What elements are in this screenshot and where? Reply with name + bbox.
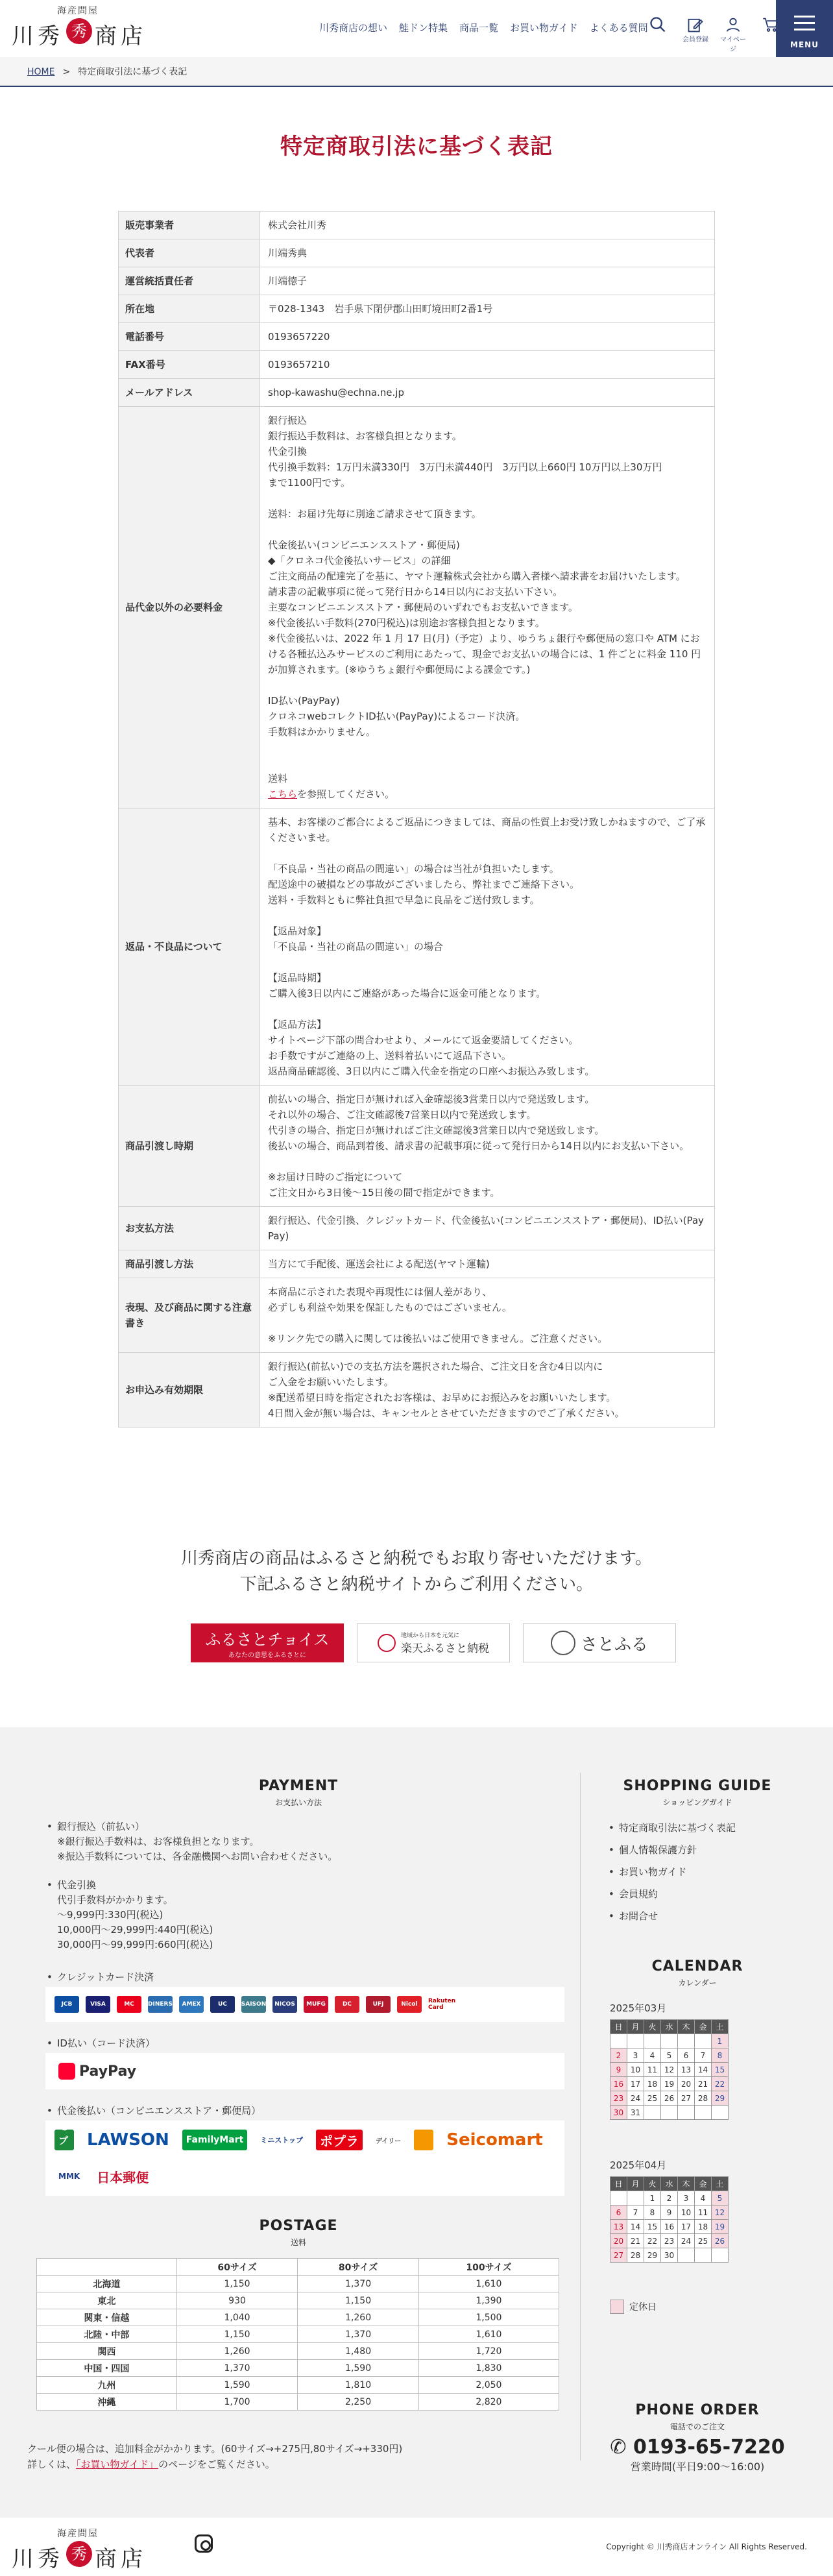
pencil-icon bbox=[686, 16, 705, 34]
payment-bank: • 銀行振込（前払い） ※銀行振込手数料は、お客様負担となります。 ※振込手数料については、各金融機関へお問い合わせください。 bbox=[47, 1821, 338, 1862]
calendar-day bbox=[695, 2034, 712, 2048]
table-row: 東北 930 1,150 1,390 bbox=[37, 2292, 559, 2309]
calendar-day: 3 bbox=[678, 2191, 695, 2205]
calendar-day: 16 bbox=[610, 2077, 627, 2091]
calendar-day: 23 bbox=[610, 2091, 627, 2106]
card-brand-list bbox=[45, 1987, 564, 2022]
calendar-day: 1 bbox=[644, 2191, 661, 2205]
payment-cod: • 代金引換 代引手数料がかかります。 〜9,999円:330円(税込) 10,000円〜29,999円:440円(税込) 30,000円〜99,999円:660円(税込) bbox=[47, 1879, 213, 1950]
saison-icon: SAISON bbox=[241, 1996, 266, 2013]
calendar-day: 17 bbox=[678, 2220, 695, 2234]
dc-icon: DC bbox=[335, 1996, 359, 2013]
calendar-day: 18 bbox=[644, 2077, 661, 2091]
payment-card: • クレジットカード決済 bbox=[47, 1971, 154, 1983]
table-row: メールアドレス shop-kawashu@echna.ne.jp bbox=[119, 379, 715, 407]
calendar-day: 13 bbox=[610, 2220, 627, 2234]
familymart-icon: FamilyMart bbox=[182, 2130, 247, 2150]
calendar-day: 22 bbox=[644, 2234, 661, 2248]
calendar-day: 12 bbox=[661, 2063, 678, 2077]
calendar-day bbox=[678, 2106, 695, 2120]
global-nav bbox=[319, 21, 648, 34]
calendar-march: 日 月 火 水 木 金 土 1 2 3 4 5 6 7 8 9 10 11 12 13 14 15 16 17 18 19 20 21 22 23 24 25 26 27 28 29 30 31 bbox=[610, 2019, 729, 2120]
calendar-day: 19 bbox=[712, 2220, 729, 2234]
table-row: 商品引渡し方法 当方にて手配後、運送会社による配送(ヤマト運輸) bbox=[119, 1250, 715, 1278]
nav-item-guide[interactable]: お買い物ガイド bbox=[510, 22, 578, 34]
nav-item-faq[interactable]: よくある質問 bbox=[589, 22, 648, 34]
site-footer bbox=[0, 2518, 833, 2575]
calendar-day: 4 bbox=[644, 2048, 661, 2063]
nav-item-products[interactable]: 商品一覧 bbox=[459, 22, 499, 34]
calendar-day: 7 bbox=[627, 2205, 644, 2220]
table-row: 所在地 〒028-1343 岩手県下閉伊郡山田町境田町2番1号 bbox=[119, 295, 715, 323]
breadcrumb-current: 特定商取引法に基づく表記 bbox=[78, 67, 187, 77]
shopping-guide-list bbox=[609, 1817, 736, 1927]
calendar-day: 2 bbox=[661, 2191, 678, 2205]
nicol-icon: Nicol bbox=[397, 1996, 422, 2013]
search-button[interactable] bbox=[645, 16, 671, 45]
copyright: Copyright © 川秀商店オンライン All Rights Reserved. bbox=[606, 2542, 807, 2551]
calendar-day bbox=[695, 2106, 712, 2120]
nicos-icon: NICOS bbox=[272, 1996, 297, 2013]
business-hours: 営業時間(平日9:00〜16:00) bbox=[630, 2461, 765, 2473]
visa-icon: VISA bbox=[86, 1996, 110, 2013]
hamburger-icon bbox=[794, 16, 815, 35]
legal-info-table bbox=[118, 211, 715, 1428]
table-row: 品代金以外の必要料金 銀行振込 銀行振込手数料は、お客様負担となります。 代金引換 代引換手数料：1万円未満330円 3万円未満440円 3万円以上660円 10万円以上30万円 まで1100円です。 送料：お届け先毎に別途ご請求させて頂きます。 代金後払い(コンビニエンスストア・郵便局) ◆「クロネコ代金後払いサービス」の詳細 ご注文商品の配達完了を基に、ヤマト運輸株式会社から購入者様へ請求書をお届けいたします。 請求書の記載事項に従って発行日から14日以内にお支払い下さい。 主要なコンビニエンスストア・郵便局のいずれでもお支払いできます。 ※代金後払い手数料(270円税込)は別途お客様負担となります。 ※代金後払いは、2022 年 1 月 17 日(月)（予定）より、ゆうちょ銀行や郵便局の窓口や ATM における各種払込みサービスのご利用にあたって、現金でお支払いの場合には、1 件ごとに料金 110 円が加算されます。(※ゆうちょ銀行や郵便局による課金です。) ID払い(PayPay) クロネコwebコレクトID払い(PayPay)によるコード決済。 手数料はかかりません。 送料 こちらを参照してください。 bbox=[119, 407, 715, 808]
calendar-day: 31 bbox=[627, 2106, 644, 2120]
calendar-day bbox=[712, 2248, 729, 2263]
calendar-day: 15 bbox=[644, 2220, 661, 2234]
paypay-icon: PayPay bbox=[54, 2061, 140, 2082]
search-icon bbox=[649, 16, 667, 34]
shopping-guide-link[interactable]: 「お買い物ガイド」 bbox=[76, 2459, 159, 2470]
page-title: 特定商取引法に基づく表記 bbox=[280, 134, 553, 160]
calendar-legend: 定休日 bbox=[610, 2300, 657, 2314]
table-row: 返品・不良品について 基本、お客様のご都合によるご返品につきましては、商品の性質上お受け致しかねますので、ご了承くださいませ。 「不良品・当社の商品の間違い」の場合は当社が負担いたします。 配送途中の破損などの事故がございましたら、弊社までご連絡下さい。 送料・手数料ともに弊社負担で早急に良品をご送付致します。 【返品対象】 「不良品・当社の商品の間違い」の場合 【返品時期】 ご購入後3日以内にご連絡があった場合に返金可能となります。 【返品方法】 サイトページ下部の問合わせより、メールにて返金要請してください。 お手数ですがご連絡の上、送料着払いにて返品下さい。 返品商品確認後、3日以内にご購入代金を指定の口座へお振込み致します。 bbox=[119, 808, 715, 1086]
header-icons bbox=[645, 16, 784, 53]
calendar-day: 27 bbox=[678, 2091, 695, 2106]
calendar-day: 14 bbox=[695, 2063, 712, 2077]
mufg-icon: MUFG bbox=[304, 1996, 328, 2013]
table-row: 関西 1,260 1,480 1,720 bbox=[37, 2343, 559, 2360]
lawson-icon: LAWSON bbox=[87, 2130, 169, 2150]
calendar-day: 30 bbox=[661, 2248, 678, 2263]
paypay-box bbox=[45, 2053, 564, 2089]
calendar-day: 17 bbox=[627, 2077, 644, 2091]
poplar-icon: ポプラ bbox=[316, 2130, 363, 2150]
phone-number[interactable]: ✆ 0193-65-7220 bbox=[610, 2436, 785, 2459]
table-row: 北海道 1,150 1,370 1,610 bbox=[37, 2276, 559, 2292]
calendar-day: 24 bbox=[627, 2091, 644, 2106]
table-row: 中国・四国 1,370 1,590 1,830 bbox=[37, 2360, 559, 2377]
furusato-banners bbox=[191, 1623, 676, 1662]
satofull-banner[interactable]: さとふる bbox=[523, 1623, 676, 1662]
calendar-day: 6 bbox=[610, 2205, 627, 2220]
logo-tagline: 海産問屋 bbox=[57, 6, 99, 16]
payment-convenience: • 代金後払い（コンビニエンスストア・郵便局） bbox=[47, 2105, 261, 2117]
calendar-day bbox=[661, 2106, 678, 2120]
site-header bbox=[0, 0, 833, 57]
instagram-icon[interactable] bbox=[195, 2534, 213, 2553]
seicomart-icon: Seicomart bbox=[446, 2130, 543, 2150]
calendar-heading: CALENDAR カレンダー bbox=[651, 1958, 743, 1987]
calendar-day: 20 bbox=[610, 2234, 627, 2248]
seven-eleven-icon: セブン bbox=[54, 2130, 74, 2150]
calendar-day bbox=[610, 2034, 627, 2048]
ufj-icon: UFJ bbox=[366, 1996, 391, 2013]
postage-note: クール便の場合は、追加料金がかかります。(60サイズ→+275円,80サイズ→+330円) 詳しくは、「お買い物ガイド」のページをご覧ください。 bbox=[27, 2443, 403, 2470]
calendar-day: 12 bbox=[712, 2205, 729, 2220]
calendar-day: 1 bbox=[712, 2034, 729, 2048]
postage-table: 60サイズ 80サイズ 100サイズ 北海道 1,150 1,370 1,610 東北 930 1,150 1,390 関東・信越 1,040 1,260 1,500 北陸・中部 1,150 1,370 1,610 関西 1,260 1,480 1,720 中国・四国 1,370 1,590 1,830 九州 1,590 1,810 2,050 沖縄 1,700 2,250 2,820 bbox=[36, 2258, 559, 2411]
breadcrumb: HOME > 特定商取引法に基づく表記 bbox=[0, 57, 833, 87]
table-row: 関東・信越 1,040 1,260 1,500 bbox=[37, 2309, 559, 2326]
calendar-day: 24 bbox=[678, 2234, 695, 2248]
calendar-day: 25 bbox=[644, 2091, 661, 2106]
calendar-day: 21 bbox=[627, 2234, 644, 2248]
calendar-day: 7 bbox=[695, 2048, 712, 2063]
calendar-day: 26 bbox=[712, 2234, 729, 2248]
logo-wordmark: 川秀 秀 商店 bbox=[12, 18, 147, 50]
calendar-day: 20 bbox=[678, 2077, 695, 2091]
logo-seal: 秀 bbox=[66, 18, 92, 44]
daily-icon: デイリー bbox=[375, 2137, 402, 2145]
calendar-day: 5 bbox=[712, 2191, 729, 2205]
shopping-guide-heading: SHOPPING GUIDE ショッピングガイド bbox=[623, 1778, 772, 1807]
calendar-day: 21 bbox=[695, 2077, 712, 2091]
calendar-day: 10 bbox=[627, 2063, 644, 2077]
calendar-day: 22 bbox=[712, 2077, 729, 2091]
table-row: お支払方法 銀行振込、代金引換、クレジットカード、代金後払い(コンビニエンスストア・郵便局)、ID払い(PayPay) bbox=[119, 1207, 715, 1250]
mypage-button[interactable]: マイページ bbox=[720, 16, 746, 45]
satofull-logo-icon bbox=[551, 1631, 575, 1655]
table-row: お申込み有効期限 銀行振込(前払い)での支払方法を選択された場合、ご注文日を含む4日以内に ご入金をお願いいたします。 ※配送希望日時を指定されたお客様は、お早めにお振込みをお願いいたします。 4日間入金が無い場合は、キャンセルとさせていただきますのでご了承ください。 bbox=[119, 1353, 715, 1428]
calendar-day: 10 bbox=[678, 2205, 695, 2220]
furusato-message: 川秀商店の商品はふるさと納税でもお取り寄せいただけます。 下記ふるさと納税サイトからご利用ください。 bbox=[181, 1549, 652, 1594]
calendar-day: 2 bbox=[610, 2048, 627, 2063]
table-row: 沖縄 1,700 2,250 2,820 bbox=[37, 2394, 559, 2411]
table-row: 運営統括責任者 川端徳子 bbox=[119, 267, 715, 295]
guide-item-privacy[interactable]: • 個人情報保護方針 bbox=[609, 1839, 736, 1861]
cvs-misc-icon bbox=[414, 2130, 433, 2150]
phone-order bbox=[597, 2402, 798, 2473]
calendar-day: 25 bbox=[695, 2234, 712, 2248]
user-icon bbox=[724, 16, 742, 34]
site-logo[interactable] bbox=[12, 4, 161, 53]
amex-icon: AMEX bbox=[179, 1996, 204, 2013]
calendar-day: 11 bbox=[644, 2063, 661, 2077]
ministop-icon: ミニストップ bbox=[260, 2136, 303, 2145]
calendar-day: 14 bbox=[627, 2220, 644, 2234]
table-row: FAX番号 0193657210 bbox=[119, 351, 715, 379]
calendar-day: 23 bbox=[661, 2234, 678, 2248]
calendar-day bbox=[644, 2106, 661, 2120]
calendar-day: 26 bbox=[661, 2091, 678, 2106]
mmk-icon: MMK bbox=[58, 2172, 80, 2181]
holiday-swatch bbox=[610, 2300, 624, 2314]
payment-heading: PAYMENT お支払い方法 bbox=[258, 1778, 339, 1807]
calendar-day bbox=[712, 2106, 729, 2120]
calendar-day bbox=[678, 2248, 695, 2263]
phone-order-heading: PHONE ORDER 電話でのご注文 bbox=[635, 2402, 760, 2431]
table-row: 代表者 川端秀典 bbox=[119, 239, 715, 267]
calendar-day: 16 bbox=[661, 2220, 678, 2234]
calendar-day: 28 bbox=[627, 2248, 644, 2263]
nav-item-salmon-don[interactable]: 鮭ドン特集 bbox=[399, 22, 448, 34]
table-row: 九州 1,590 1,810 2,050 bbox=[37, 2377, 559, 2394]
convenience-store-list bbox=[45, 2120, 564, 2196]
rakuten-furusato-banner[interactable]: 地域から日本を元気に 楽天ふるさと納税 bbox=[357, 1623, 510, 1662]
calendar-day: 28 bbox=[695, 2091, 712, 2106]
table-row: 販売事業者 株式会社川秀 bbox=[119, 212, 715, 239]
menu-button[interactable]: MENU bbox=[776, 0, 833, 57]
guide-item-terms[interactable]: • 会員規約 bbox=[609, 1883, 736, 1905]
uc-icon: UC bbox=[210, 1996, 235, 2013]
calendar-day: 18 bbox=[695, 2220, 712, 2234]
calendar-day bbox=[627, 2191, 644, 2205]
calendar-day: 5 bbox=[661, 2048, 678, 2063]
jcb-icon: JCB bbox=[54, 1996, 79, 2013]
calendar-day: 11 bbox=[695, 2205, 712, 2220]
footer-logo[interactable]: 海産問屋 川秀 秀 商店 bbox=[12, 2529, 147, 2572]
table-row: 商品引渡し時期 前払いの場合、指定日が無ければ入金確認後3営業日以内で発送致します。 それ以外の場合、ご注文確認後7営業日以内で発送致します。 代引きの場合、指定日が無ければご注文確認後3営業日以内で発送致します。 後払いの場合、商品到着後、請求書の記載事項に従って発行日から14日以内にお支払い下さい。 ※お届け日時のご指定について ご注文日から3日後〜15日後の間で指定ができます。 bbox=[119, 1086, 715, 1207]
calendar-day: 29 bbox=[644, 2248, 661, 2263]
guide-item-legal[interactable]: • 特定商取引法に基づく表記 bbox=[609, 1817, 736, 1839]
calendar-month-label: 2025年04月 bbox=[610, 2159, 667, 2171]
member-register-button[interactable]: 会員登録 bbox=[682, 16, 708, 45]
table-row: 表現、及び商品に関する注意書き 本商品に示された表現や再現性には個人差があり、 必ずしも利益や効果を保証したものではございません。 ※リンク先での購入に関しては後払いはご使用できません。ご注意ください。 bbox=[119, 1278, 715, 1353]
calendar-day bbox=[627, 2034, 644, 2048]
calendar-day bbox=[610, 2191, 627, 2205]
payment-id: • ID払い（コード決済） bbox=[47, 2037, 155, 2049]
calendar-day: 15 bbox=[712, 2063, 729, 2077]
calendar-month-label: 2025年03月 bbox=[610, 2002, 667, 2014]
calendar-day: 8 bbox=[644, 2205, 661, 2220]
calendar-day bbox=[661, 2034, 678, 2048]
calendar-day: 29 bbox=[712, 2091, 729, 2106]
calendar-april: 日 月 火 水 木 金 土 1 2 3 4 5 6 7 8 9 10 11 12 13 14 15 16 17 18 19 20 21 22 23 24 25 26 27 28 29 30 bbox=[610, 2176, 729, 2263]
calendar-day: 3 bbox=[627, 2048, 644, 2063]
calendar-day: 13 bbox=[678, 2063, 695, 2077]
calendar-day: 6 bbox=[678, 2048, 695, 2063]
table-row: 北陸・中部 1,150 1,370 1,610 bbox=[37, 2326, 559, 2343]
table-row: 電話番号 0193657220 bbox=[119, 323, 715, 351]
guide-item-contact[interactable]: • お問合せ bbox=[609, 1905, 736, 1927]
furusato-choice-banner[interactable]: ふるさとチョイス あなたの意思をふるさとに bbox=[191, 1623, 344, 1662]
diners-icon: DINERS bbox=[148, 1996, 173, 2013]
phone-icon: ✆ bbox=[610, 2436, 633, 2459]
calendar-day: 8 bbox=[712, 2048, 729, 2063]
calendar-day: 30 bbox=[610, 2106, 627, 2120]
mastercard-icon: MC bbox=[117, 1996, 141, 2013]
calendar-day: 19 bbox=[661, 2077, 678, 2091]
calendar-day bbox=[678, 2034, 695, 2048]
postage-heading: POSTAGE 送料 bbox=[259, 2218, 338, 2247]
calendar-day: 4 bbox=[695, 2191, 712, 2205]
nav-item-philosophy[interactable]: 川秀商店の想い bbox=[319, 22, 388, 34]
breadcrumb-home[interactable]: HOME bbox=[27, 67, 55, 77]
rakuten-logo-icon bbox=[378, 1634, 396, 1652]
calendar-day bbox=[644, 2034, 661, 2048]
rakuten-card-icon: Rakuten Card bbox=[428, 1996, 467, 2013]
shipping-link[interactable]: こちら bbox=[268, 788, 298, 800]
calendar-day: 9 bbox=[610, 2063, 627, 2077]
japan-post-icon: 日本郵便 bbox=[97, 2169, 149, 2185]
calendar-day bbox=[695, 2248, 712, 2263]
calendar-day: 9 bbox=[661, 2205, 678, 2220]
calendar-day: 27 bbox=[610, 2248, 627, 2263]
guide-item-shopping[interactable]: • お買い物ガイド bbox=[609, 1861, 736, 1883]
